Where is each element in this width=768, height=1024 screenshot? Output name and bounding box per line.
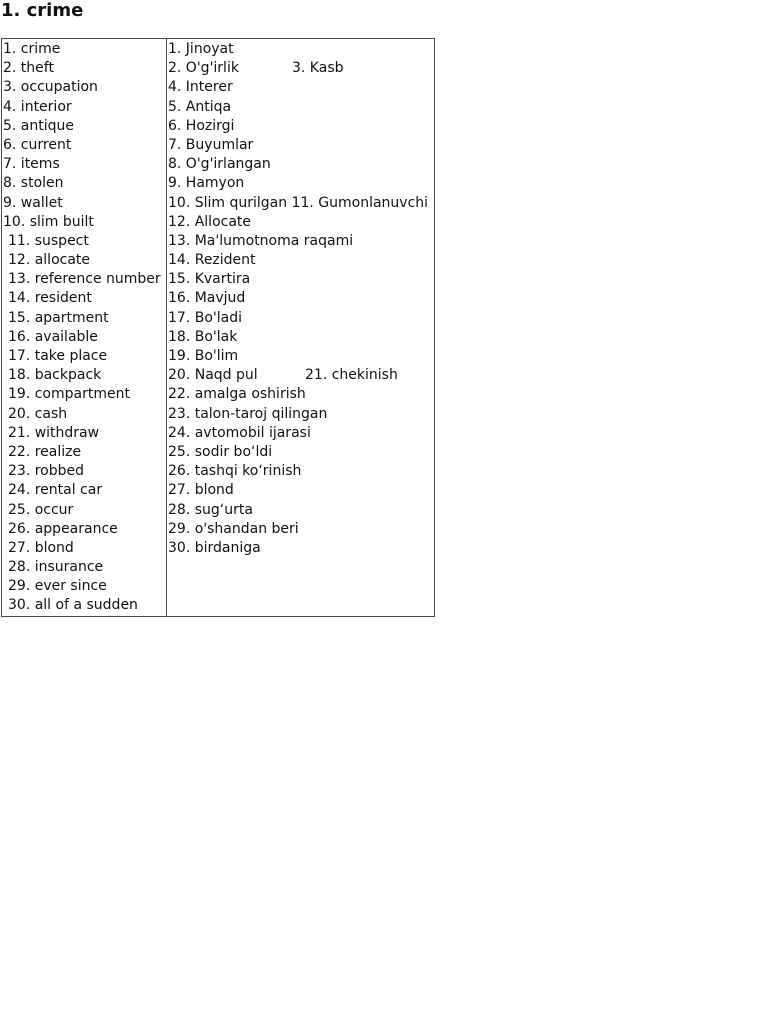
uzbek-column [167, 39, 434, 616]
english-term-row: 23. robbed [8, 463, 85, 480]
uzbek-term-text: 2. O'g'irlik [168, 60, 239, 77]
english-term-row: 29. ever since [8, 578, 107, 595]
uzbek-term-text: 1. Jinoyat [168, 41, 234, 57]
english-term-row: 4. interior [3, 98, 72, 115]
uzbek-term-text: 30. birdaniga [168, 539, 261, 556]
uzbek-term-text: 24. avtomobil ijarasi [168, 424, 311, 441]
english-term-row: 2. theft [3, 60, 54, 77]
uzbek-term-text: 27. blond [168, 482, 234, 499]
uzbek-term-row [167, 40, 434, 59]
uzbek-term-row [167, 539, 434, 558]
english-term-row: 16. available [8, 328, 98, 345]
uzbek-term-text: 12. Allocate [168, 213, 252, 230]
uzbek-term-row [167, 174, 434, 193]
english-term-row: 15. apartment [8, 309, 109, 326]
uzbek-term-text: 17. Bo'ladi [168, 309, 242, 326]
uzbek-term-row [167, 385, 434, 404]
english-term-row: 21. withdraw [8, 424, 100, 441]
uzbek-term-row [167, 347, 434, 366]
english-term-row: 3. occupation [3, 79, 98, 96]
vocabulary-table [1, 38, 435, 617]
uzbek-term-text: 10. Slim qurilgan 11. Gumonlanuvchi [168, 194, 429, 211]
english-term-row: 10. slim built [3, 213, 94, 230]
english-term-row: 11. suspect [8, 232, 89, 249]
uzbek-term-text: 4. Interer [168, 79, 233, 96]
uzbek-term-text: 20. Naqd pul [168, 367, 258, 384]
english-term-row: 17. take place [8, 348, 108, 364]
uzbek-term-text: 26. tashqi ko‘rinish [168, 463, 302, 480]
english-term-row: 14. resident [8, 290, 92, 307]
english-term-row: 12. allocate [8, 252, 91, 269]
uzbek-term-text: 15. Kvartira [168, 271, 251, 288]
uzbek-term-row [167, 232, 434, 251]
english-term-row: 26. appearance [8, 520, 118, 537]
english-column [2, 39, 167, 616]
uzbek-term-row [167, 136, 434, 155]
english-term-row: 22. realize [8, 443, 82, 460]
uzbek-term-row [167, 194, 434, 213]
uzbek-term-row [167, 213, 434, 232]
english-term-row: 30. all of a sudden [8, 597, 138, 614]
english-term-row: 20. cash [8, 405, 68, 422]
english-term-row: 7. items [3, 156, 60, 173]
uzbek-term-text: 28. sug‘urta [168, 501, 253, 518]
uzbek-term-text: 5. Antiqa [168, 98, 232, 115]
english-term-row: 6. current [3, 136, 72, 153]
uzbek-term-text: 18. Bo'lak [168, 328, 238, 345]
uzbek-term-row [167, 251, 434, 270]
uzbek-term-row [167, 117, 434, 136]
uzbek-term-text: 16. Mavjud [168, 290, 246, 307]
english-term-row: 19. compartment [8, 386, 130, 403]
uzbek-term-row [167, 424, 434, 443]
uzbek-term-text: 7. Buyumlar [168, 136, 254, 153]
uzbek-term-row [167, 366, 434, 385]
english-term-row: 8. stolen [3, 175, 64, 192]
uzbek-term-text: 29. o'shandan beri [168, 520, 299, 537]
uzbek-term-row [167, 501, 434, 520]
uzbek-term-text: 19. Bo'lim [168, 348, 239, 364]
uzbek-term-row [167, 520, 434, 539]
uzbek-term-text: 8. O'g'irlangan [168, 156, 271, 173]
uzbek-term-text: 23. talon-taroj qilingan [168, 405, 328, 422]
uzbek-term-row [167, 155, 434, 174]
uzbek-term-text: 14. Rezident [168, 252, 256, 269]
document-title: 1. crime [1, 0, 84, 21]
uzbek-term-row [167, 59, 434, 78]
uzbek-term-row [167, 462, 434, 481]
english-term-row: 28. insurance [8, 559, 104, 576]
uzbek-term-text: 25. sodir bo‘ldi [168, 443, 273, 460]
uzbek-term-row [167, 78, 434, 97]
english-term-row: 18. backpack [8, 367, 102, 384]
uzbek-term-row [167, 98, 434, 117]
english-term-row: 1. crime [3, 41, 61, 57]
english-term-row: 27. blond [8, 539, 74, 556]
english-term-row: 9. wallet [3, 194, 63, 211]
english-term-row: 5. antique [3, 117, 75, 134]
uzbek-term-row [167, 405, 434, 424]
uzbek-term-row [167, 270, 434, 289]
english-term-row: 24. rental car [8, 482, 103, 499]
uzbek-term-extra-text: 3. Kasb [292, 60, 344, 77]
uzbek-term-text: 22. amalga oshirish [168, 386, 306, 403]
uzbek-term-text: 9. Hamyon [168, 175, 245, 192]
uzbek-term-row [167, 289, 434, 308]
uzbek-term-row [167, 309, 434, 328]
uzbek-term-extra-text: 21. chekinish [305, 367, 398, 384]
english-term-row: 13. reference number [8, 271, 161, 288]
english-term-row: 25. occur [8, 501, 74, 518]
uzbek-term-text: 6. Hozirgi [168, 117, 235, 134]
uzbek-term-row [167, 443, 434, 462]
uzbek-term-row [167, 481, 434, 500]
uzbek-term-row [167, 328, 434, 347]
uzbek-term-text: 13. Ma'lumotnoma raqami [168, 232, 354, 249]
